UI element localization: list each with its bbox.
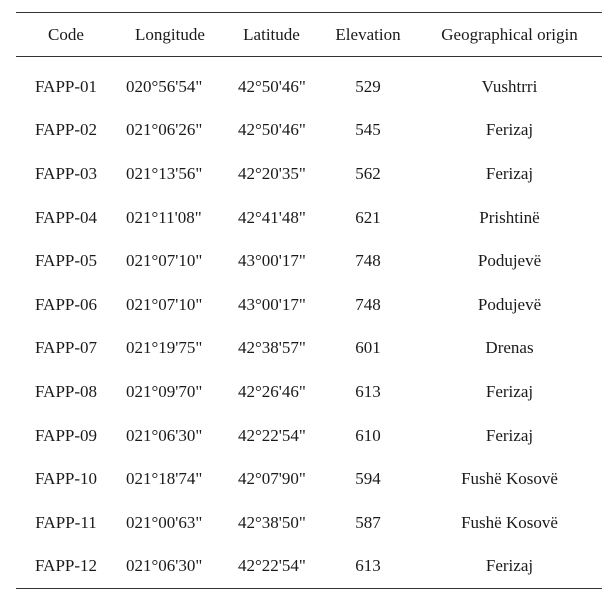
cell-code: FAPP-01	[34, 76, 98, 96]
cell-longitude: 021°07'10"	[126, 251, 203, 271]
cell-code: FAPP-03	[34, 163, 98, 183]
cell-longitude: 021°09'70"	[126, 381, 203, 401]
cell-geographical-origin: Ferizaj	[485, 120, 534, 140]
cell-longitude: 020°56'54"	[126, 76, 203, 96]
cell-code: FAPP-04	[34, 207, 98, 227]
cell-latitude: 42°07'90"	[238, 469, 306, 489]
header-geographical-origin: Geographical origin	[441, 24, 578, 44]
cell-latitude: 42°50'46"	[238, 76, 306, 96]
cell-geographical-origin: Fushë Kosovë	[461, 469, 558, 489]
table-bottom-rule	[16, 588, 602, 589]
cell-latitude: 42°41'48"	[238, 207, 306, 227]
cell-elevation: 594	[355, 469, 381, 489]
table-body-spacer	[16, 57, 602, 65]
table-body	[16, 65, 602, 588]
cell-geographical-origin: Prishtinë	[479, 207, 540, 227]
cell-elevation: 613	[355, 556, 381, 576]
cell-geographical-origin: Vushtrri	[481, 76, 538, 96]
table-row	[16, 414, 602, 458]
cell-longitude: 021°06'30"	[126, 556, 203, 576]
cell-elevation: 610	[355, 425, 381, 445]
cell-code: FAPP-05	[34, 251, 98, 271]
cell-elevation: 529	[355, 76, 381, 96]
table-row	[16, 239, 602, 283]
cell-elevation: 562	[355, 163, 381, 183]
cell-elevation: 545	[355, 120, 381, 140]
cell-geographical-origin: Ferizaj	[485, 556, 534, 576]
table-row	[16, 327, 602, 371]
header-code: Code	[48, 24, 84, 44]
cell-latitude: 42°22'54"	[238, 556, 306, 576]
cell-geographical-origin: Ferizaj	[485, 425, 534, 445]
cell-longitude: 021°11'08"	[126, 207, 202, 227]
cell-latitude: 42°26'46"	[238, 381, 306, 401]
cell-elevation: 613	[355, 381, 381, 401]
cell-longitude: 021°06'26"	[126, 120, 203, 140]
data-table	[16, 12, 602, 589]
cell-elevation: 587	[355, 512, 381, 532]
cell-latitude: 42°20'35"	[238, 163, 306, 183]
table-row	[16, 196, 602, 240]
cell-code: FAPP-08	[34, 381, 98, 401]
cell-code: FAPP-12	[34, 556, 98, 576]
cell-code: FAPP-07	[34, 338, 98, 358]
table-row	[16, 152, 602, 196]
cell-geographical-origin: Podujevë	[477, 251, 542, 271]
cell-longitude: 021°07'10"	[126, 294, 203, 314]
cell-geographical-origin: Ferizaj	[485, 381, 534, 401]
table-row	[16, 457, 602, 501]
cell-code: FAPP-09	[34, 425, 98, 445]
cell-geographical-origin: Ferizaj	[485, 163, 534, 183]
cell-latitude: 42°50'46"	[238, 120, 306, 140]
table-row	[16, 370, 602, 414]
cell-geographical-origin: Fushë Kosovë	[461, 512, 558, 532]
cell-code: FAPP-06	[34, 294, 98, 314]
cell-longitude: 021°00'63"	[126, 512, 203, 532]
cell-latitude: 42°22'54"	[238, 425, 306, 445]
cell-latitude: 43°00'17"	[238, 294, 306, 314]
table-row	[16, 109, 602, 153]
cell-longitude: 021°19'75"	[126, 338, 203, 358]
table-row	[16, 545, 602, 589]
cell-elevation: 748	[355, 251, 381, 271]
cell-elevation: 748	[355, 294, 381, 314]
cell-longitude: 021°06'30"	[126, 425, 203, 445]
header-longitude: Longitude	[135, 24, 205, 44]
table-row	[16, 501, 602, 545]
cell-elevation: 621	[355, 207, 381, 227]
cell-latitude: 43°00'17"	[238, 251, 306, 271]
cell-code: FAPP-11	[35, 512, 97, 532]
header-elevation: Elevation	[335, 24, 401, 44]
cell-geographical-origin: Podujevë	[477, 294, 542, 314]
cell-longitude: 021°18'74"	[126, 469, 203, 489]
table-row	[16, 65, 602, 109]
cell-code: FAPP-10	[34, 469, 98, 489]
cell-elevation: 601	[355, 338, 381, 358]
cell-latitude: 42°38'57"	[238, 338, 306, 358]
table-header-row	[16, 13, 602, 56]
header-latitude: Latitude	[243, 24, 300, 44]
cell-longitude: 021°13'56"	[126, 163, 203, 183]
table-row	[16, 283, 602, 327]
cell-latitude: 42°38'50"	[238, 512, 306, 532]
cell-geographical-origin: Drenas	[485, 338, 534, 358]
cell-code: FAPP-02	[34, 120, 98, 140]
